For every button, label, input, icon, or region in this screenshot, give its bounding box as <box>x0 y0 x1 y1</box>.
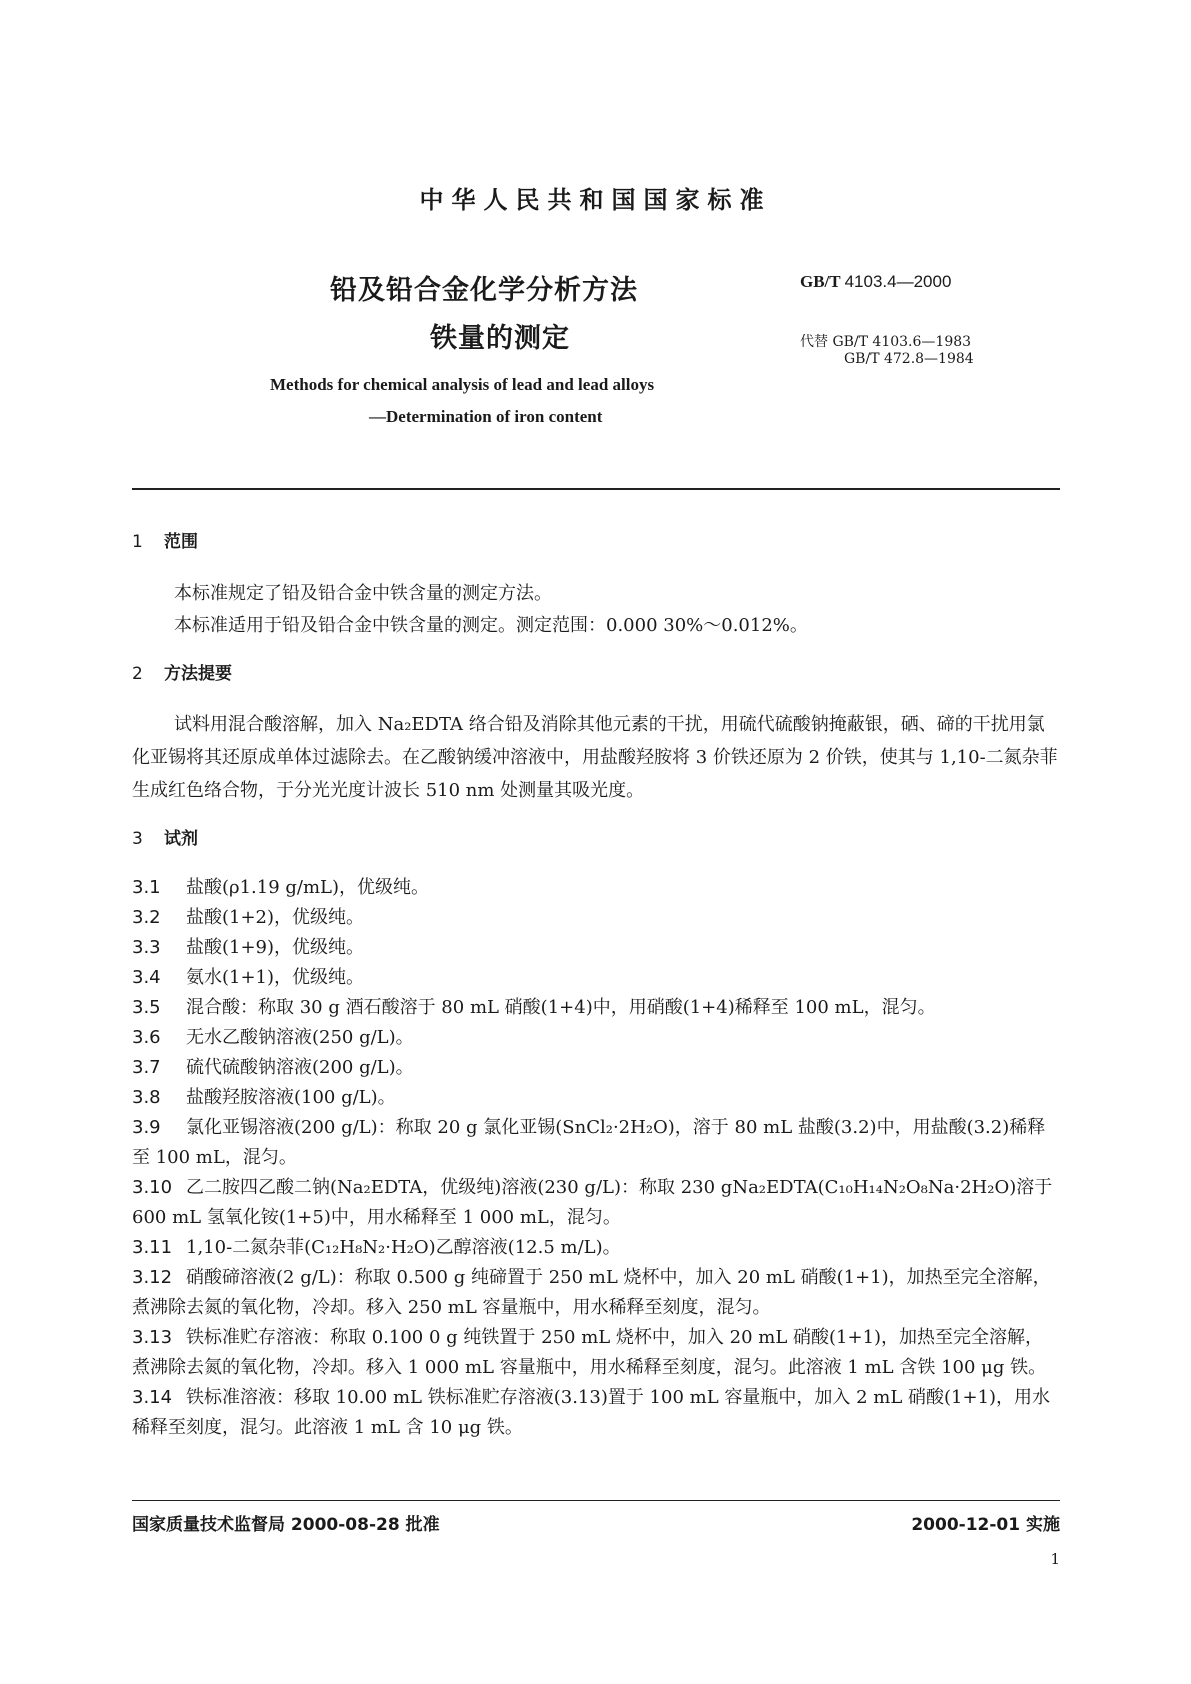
english-title-line1: Methods for chemical analysis of lead and lead alloys <box>270 375 655 394</box>
item-number: 3.11 <box>132 1237 173 1258</box>
replaces-line2: GB/T 472.8—1984 <box>844 351 974 367</box>
item-number: 3.9 <box>132 1117 161 1138</box>
paragraph: 本标准规定了铅及铅合金中铁含量的测定方法。 <box>174 583 552 604</box>
item-number: 3.13 <box>132 1327 173 1348</box>
item-text: 混合酸：称取 30 g 酒石酸溶于 80 mL 硝酸(1+4)中，用硝酸(1+4)稀释至 100 mL，混匀。 <box>186 997 936 1018</box>
list-item <box>132 933 1060 963</box>
standard-number: 4103.4—2000 <box>844 272 952 291</box>
footer-divider <box>132 1500 1060 1501</box>
list-item <box>132 993 1060 1023</box>
item-text: 盐酸羟胺溶液(100 g/L)。 <box>186 1087 396 1108</box>
document-body <box>132 532 1060 1443</box>
approval-text: 国家质量技术监督局 2000-08-28 批准 <box>132 1515 440 1535</box>
list-item <box>132 1323 1060 1383</box>
page-number: 1 <box>1050 1550 1060 1568</box>
list-item <box>132 1233 1060 1263</box>
list-item <box>132 963 1060 993</box>
item-text: 盐酸(1+2)，优级纯。 <box>186 907 365 928</box>
paragraph: 本标准适用于铅及铅合金中铁含量的测定。测定范围：0.000 30%～0.012%。 <box>174 615 808 636</box>
replaces-block <box>800 334 974 368</box>
item-number: 3.2 <box>132 907 161 928</box>
item-text: 乙二胺四乙酸二钠(Na₂EDTA，优级纯)溶液(230 g/L)：称取 230 gNa₂EDTA(C₁₀H₁₄N₂O₈Na·2H₂O)溶于 600 mL 氢氧化铵(1+5)中，用水稀释至 1 000 mL，混匀。 <box>132 1177 1053 1228</box>
header-divider <box>132 488 1060 490</box>
item-number: 3.14 <box>132 1387 173 1408</box>
list-item <box>132 1383 1060 1443</box>
item-text: 无水乙酸钠溶液(250 g/L)。 <box>186 1027 414 1048</box>
item-number: 3.1 <box>132 877 161 898</box>
list-item <box>132 873 1060 903</box>
standard-prefix: GB/T <box>800 272 841 291</box>
standard-code <box>800 272 951 292</box>
section-number: 2 <box>132 664 143 684</box>
item-text: 硝酸碲溶液(2 g/L)：称取 0.500 g 纯碲置于 250 mL 烧杯中，加入 20 mL 硝酸(1+1)，加热至完全溶解，煮沸除去氮的氧化物，冷却。移入 250 mL 容量瓶中，用水稀释至刻度，混匀。 <box>132 1267 1051 1318</box>
item-text: 氨水(1+1)，优级纯。 <box>186 967 365 988</box>
section-heading-1 <box>132 532 1060 552</box>
item-text: 氯化亚锡溶液(200 g/L)：称取 20 g 氯化亚锡(SnCl₂·2H₂O)，溶于 80 mL 盐酸(3.2)中，用盐酸(3.2)稀释至 100 mL，混匀。 <box>132 1117 1046 1168</box>
item-number: 3.6 <box>132 1027 161 1048</box>
item-number: 3.3 <box>132 937 161 958</box>
list-item <box>132 1053 1060 1083</box>
item-text: 铁标准贮存溶液：称取 0.100 0 g 纯铁置于 250 mL 烧杯中，加入 20 mL 硝酸(1+1)，加热至完全溶解，煮沸除去氮的氧化物，冷却。移入 1 000 mL 容量瓶中，用水稀释至刻度，混匀。此溶液 1 mL 含铁 100 μg 铁。 <box>132 1327 1047 1378</box>
item-text: 铁标准溶液：移取 10.00 mL 铁标准贮存溶液(3.13)置于 100 mL 容量瓶中，加入 2 mL 硝酸(1+1)，用水稀释至刻度，混匀。此溶液 1 mL 含 10 μg 铁。 <box>132 1387 1051 1438</box>
section-number: 3 <box>132 829 143 849</box>
section-heading-3 <box>132 829 1060 849</box>
item-text: 盐酸(1+9)，优级纯。 <box>186 937 365 958</box>
title-line2: 铁量的测定 <box>430 323 570 354</box>
list-item <box>132 1023 1060 1053</box>
list-item <box>132 1083 1060 1113</box>
item-number: 3.10 <box>132 1177 173 1198</box>
item-number: 3.12 <box>132 1267 173 1288</box>
section-title: 方法提要 <box>164 664 232 684</box>
list-item <box>132 1173 1060 1233</box>
title-line1: 铅及铅合金化学分析方法 <box>330 275 638 306</box>
list-item <box>132 903 1060 933</box>
list-item <box>132 1113 1060 1173</box>
section-title: 试剂 <box>164 829 198 849</box>
item-text: 1,10-二氮杂菲(C₁₂H₈N₂·H₂O)乙醇溶液(12.5 m/L)。 <box>186 1237 621 1258</box>
item-number: 3.4 <box>132 967 161 988</box>
item-text: 硫代硫酸钠溶液(200 g/L)。 <box>186 1057 414 1078</box>
section-title: 范围 <box>164 532 198 552</box>
item-number: 3.8 <box>132 1087 161 1108</box>
replaces-line1: 代替 GB/T 4103.6—1983 <box>800 334 972 350</box>
section-number: 1 <box>132 532 143 552</box>
national-standard-heading: 中华人民共和国国家标准 <box>419 186 772 214</box>
section-heading-2 <box>132 664 1060 684</box>
item-text: 盐酸(ρ1.19 g/mL)，优级纯。 <box>186 877 430 898</box>
list-item <box>132 1263 1060 1323</box>
implementation-date: 2000-12-01 实施 <box>911 1515 1060 1535</box>
english-title-line2: —Determination of iron content <box>369 407 603 426</box>
paragraph: 试料用混合酸溶解，加入 Na₂EDTA 络合铅及消除其他元素的干扰，用硫代硫酸钠掩蔽银，硒、碲的干扰用氯化亚锡将其还原成单体过滤除去。在乙酸钠缓冲溶液中，用盐酸羟胺将 3 价铁还原为 2 价铁，使其与 1,10-二氮杂菲生成红色络合物，于分光光度计波长 510 nm 处测量其吸光度。 <box>132 714 1058 801</box>
item-number: 3.5 <box>132 997 161 1018</box>
item-number: 3.7 <box>132 1057 161 1078</box>
